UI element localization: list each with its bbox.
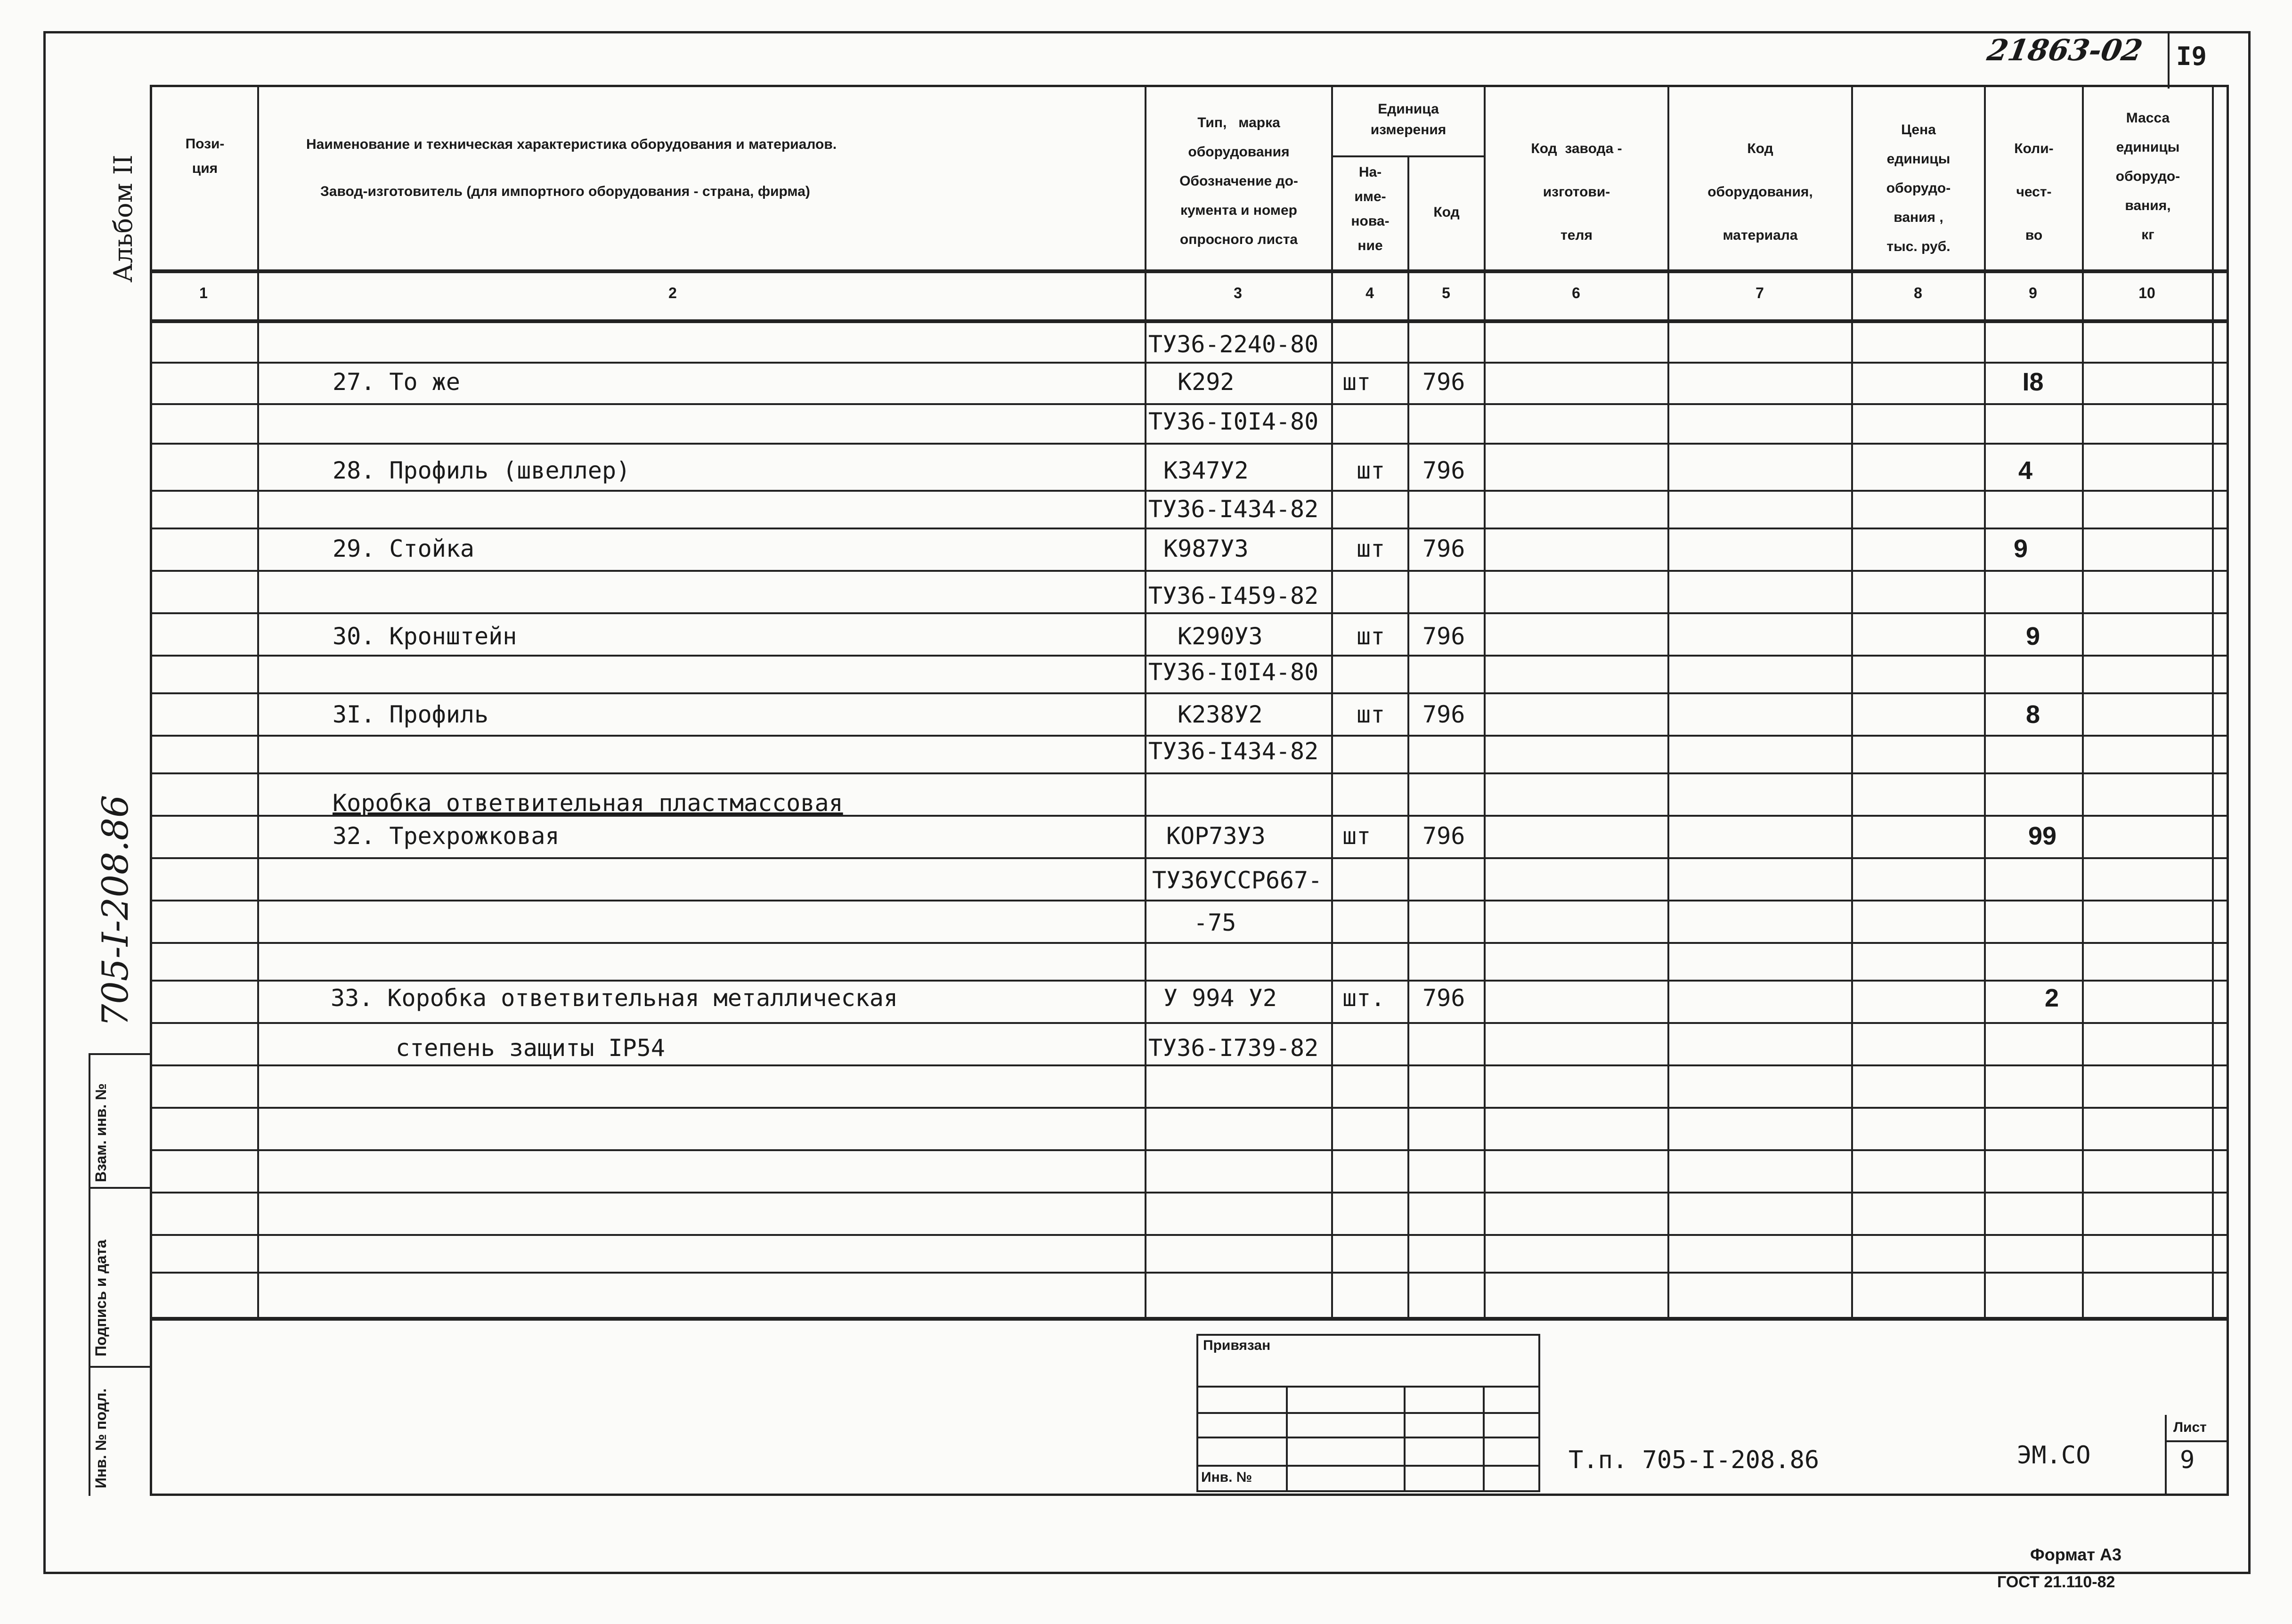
project-handwritten [94,795,136,1027]
row-name: 32. Трехрожковая [333,822,560,850]
row-code: 796 [1422,822,1465,850]
header-qty: Коли- чест- во [2014,141,2054,243]
header-unit-code: Код [1433,204,1460,220]
row-type: К292 [1178,368,1235,396]
row-type: У 994 У2 [1163,984,1277,1012]
header-position: Пози- ция [185,136,225,176]
sheet-number: 9 [2180,1446,2195,1474]
row-qty: 99 [2028,822,2057,850]
col-num-7: 7 [1756,284,1764,301]
row-type: ТУ36-2240-80 [1148,331,1319,358]
side-stamp-replace-inv: Взам. инв. № [92,1083,109,1182]
row-name: 33. Коробка ответвительная металлическая [331,984,898,1012]
header-factory-code: Код завода - изготови- теля [1531,141,1622,243]
row-name: 29. Стойка [333,535,475,562]
row-type: ТУ36-I0I4-80 [1148,408,1319,435]
header-unit: Единица измерения [1370,101,1447,138]
col-num-4: 4 [1365,284,1374,301]
row-unit: шт. [1342,984,1385,1012]
sheet-label: Лист [2173,1420,2207,1435]
row-unit: шт [1342,822,1371,850]
row-type: КОР73У3 [1166,822,1266,850]
row-type: ТУ36УССР667- [1152,867,1323,894]
row-name: 30. Кронштейн [333,623,517,650]
col-num-6: 6 [1572,284,1580,301]
row-type: ТУ36-I739-82 [1148,1034,1319,1062]
row-name: 3I. Профиль [333,701,489,728]
row-name-group: Коробка ответвительная пластмассовая [333,789,843,817]
row-unit: шт [1357,535,1385,562]
header-name-line2: Завод-изготовитель (для импортного оборудования - страна, фирма) [320,184,810,199]
col-num-3: 3 [1234,284,1242,301]
gost-label: ГОСТ 21.110-82 [1997,1573,2115,1591]
row-unit: шт [1357,701,1385,728]
row-code: 796 [1422,701,1465,728]
side-stamp-original-inv: Инв. № подл. [92,1388,109,1488]
row-type: К347У2 [1163,457,1249,484]
row-code: 796 [1422,984,1465,1012]
album-label-text: Альбом II [108,154,138,283]
col-num-2: 2 [668,284,677,301]
col-num-1: 1 [199,284,208,301]
row-unit: шт [1342,368,1371,396]
header-mass: Масса единицы оборудо- вания, кг [2115,110,2180,243]
row-type: ТУ36-I459-82 [1148,582,1319,609]
stamp-designation: Т.п. 705-I-208.86 [1569,1446,1820,1474]
row-unit: шт [1357,457,1385,484]
row-qty: 8 [2025,700,2040,729]
row-type: ТУ36-I434-82 [1148,738,1319,765]
row-qty: 9 [2013,535,2028,563]
row-name: степень защиты IP54 [396,1034,665,1062]
col-num-9: 9 [2029,284,2037,301]
project-handwritten-text: 705-I-208.86 [94,795,136,1027]
header-unit-name: На- име- нова- ние [1351,164,1390,253]
stamp-bound-label: Привязан [1203,1338,1271,1353]
header-price: Цена единицы оборудо- вания , тыс. руб. [1886,122,1951,254]
row-type: ТУ36-I434-82 [1148,495,1319,523]
row-type: ТУ36-I0I4-80 [1148,658,1319,686]
row-type: К290У3 [1178,623,1263,650]
col-num-10: 10 [2138,284,2155,301]
col-num-5: 5 [1442,284,1450,301]
header-type: Тип, марка оборудования Обозначение до- кумента и номер опросного листа [1179,115,1298,247]
stamp-code: ЭМ.СО [2017,1441,2091,1470]
row-code: 796 [1422,535,1465,562]
format-label: Формат А3 [2030,1545,2122,1564]
row-qty: 4 [2018,456,2033,485]
row-code: 796 [1422,623,1465,650]
side-stamp-signature-date: Подпись и дата [92,1240,109,1356]
row-type: К987У3 [1163,535,1249,562]
row-unit: шт [1357,623,1385,650]
col-num-8: 8 [1914,284,1922,301]
doc-number-handwritten: 21863-02 [1984,33,2146,67]
page-corner-number: I9 [2176,41,2207,71]
row-code: 796 [1422,457,1465,484]
row-code: 796 [1422,368,1465,396]
row-name: 28. Профиль (швеллер) [333,457,631,484]
stamp-inv-label: Инв. № [1201,1470,1252,1485]
row-qty: I8 [2022,368,2044,396]
row-name: 27. То же [333,368,460,396]
album-label [108,155,138,283]
header-equip-code: Код оборудования, материала [1707,141,1813,243]
row-qty: 2 [2044,984,2059,1012]
row-type: -75 [1194,909,1236,936]
row-qty: 9 [2025,622,2040,650]
row-type: К238У2 [1178,701,1263,728]
header-name-line1: Наименование и техническая характеристика оборудования и материалов. [306,137,837,152]
